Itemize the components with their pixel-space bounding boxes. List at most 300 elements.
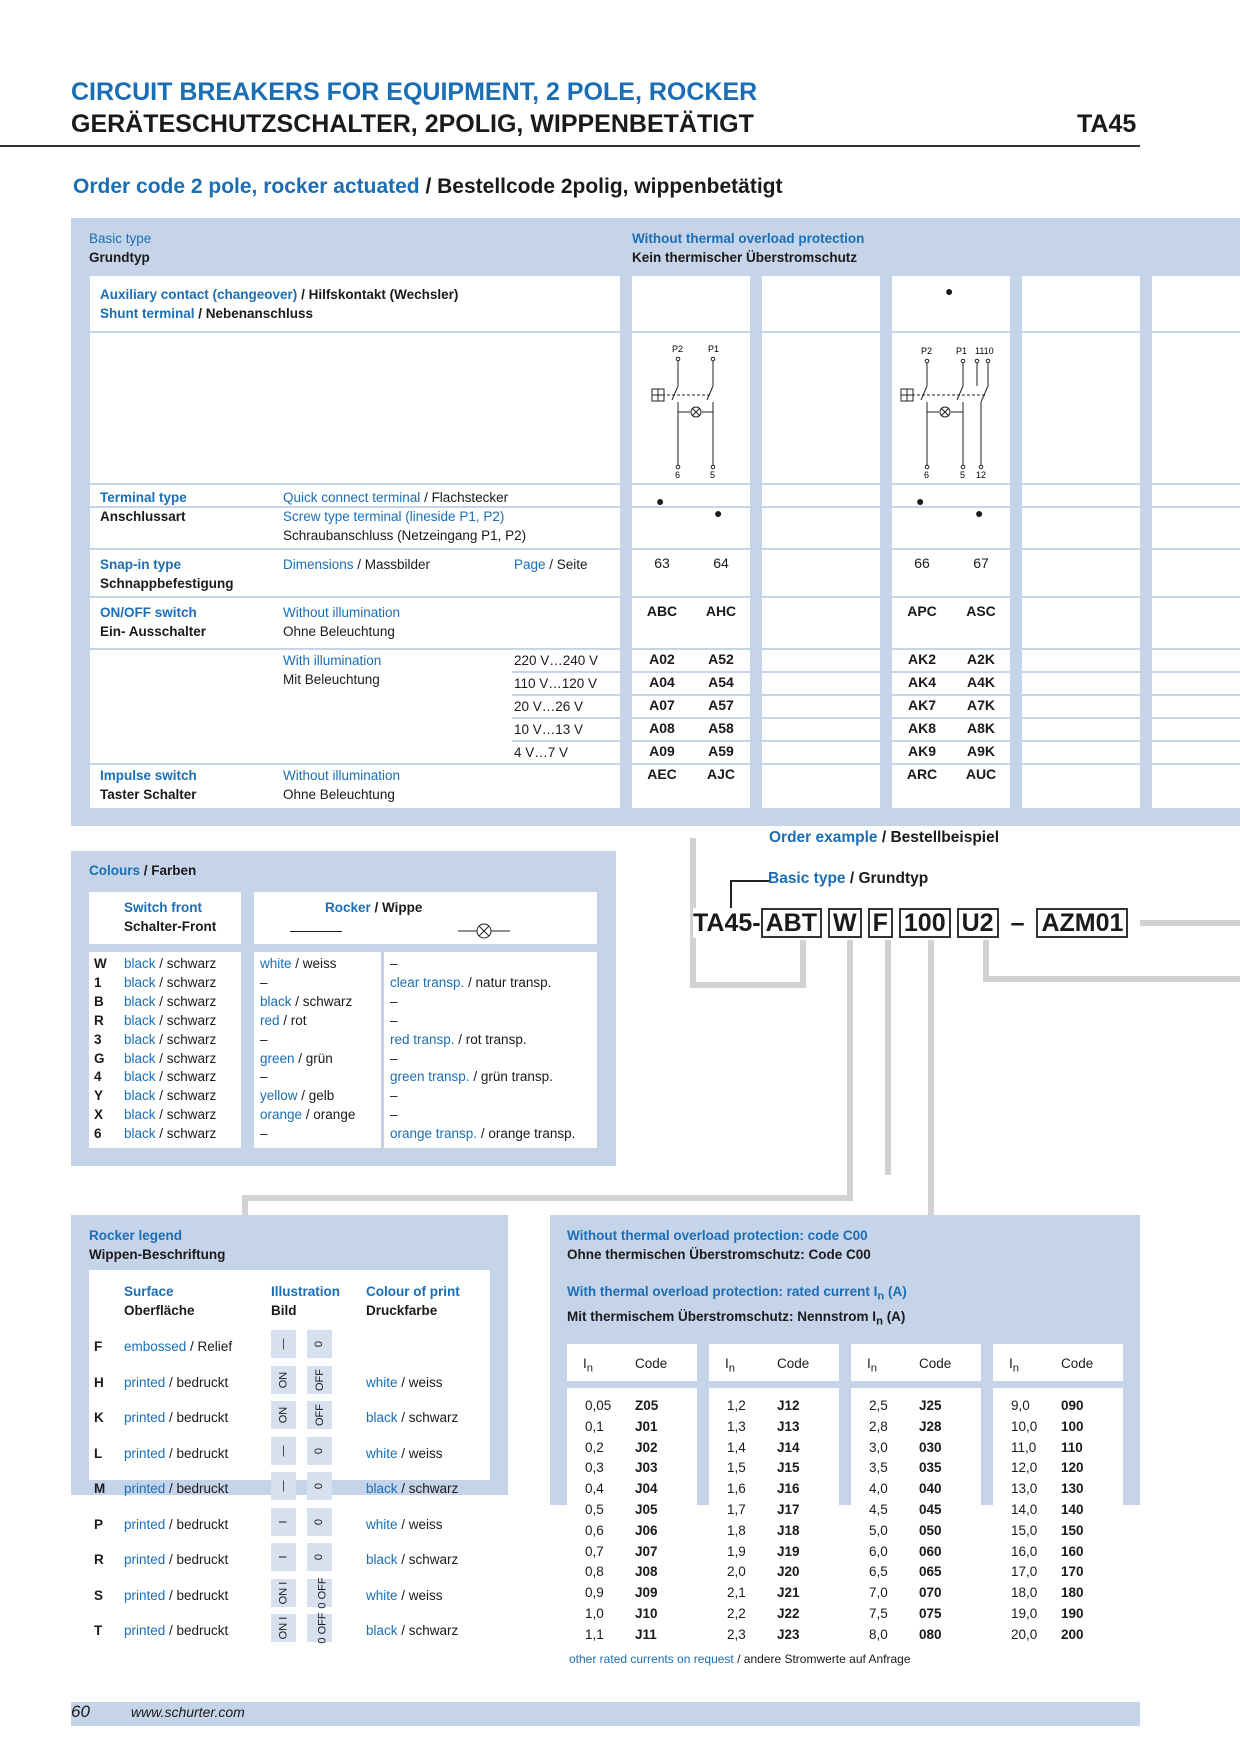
current-code: 065 bbox=[919, 1564, 942, 1580]
sep bbox=[90, 763, 1240, 765]
currents-footnote: other rated currents on request / andere Stromwerte auf Anfrage bbox=[569, 1652, 911, 1666]
switch-front-colour: black / schwarz bbox=[124, 1107, 217, 1123]
rated-current: 3,0 bbox=[869, 1439, 888, 1455]
screw-terminal-label: Screw type terminal (lineside P1, P2) Schraubanschluss (Netzeingang P1, P2) bbox=[283, 509, 527, 543]
sep bbox=[512, 717, 1240, 719]
rocker-illum-colour: clear transp. / natur transp. bbox=[390, 974, 552, 990]
voltage: 110 V…120 V bbox=[514, 676, 598, 691]
switch-front-colour: black / schwarz bbox=[124, 1069, 217, 1085]
terminal-bullet: ● bbox=[656, 493, 665, 509]
legend-surface: printed / bedruckt bbox=[124, 1552, 229, 1567]
code: AHC bbox=[705, 603, 737, 619]
colour-code: G bbox=[94, 1050, 105, 1066]
rocker-colour: white / weiss bbox=[260, 956, 337, 971]
colour-code: R bbox=[94, 1012, 104, 1028]
current-code: J18 bbox=[777, 1522, 800, 1538]
current-code: J20 bbox=[777, 1564, 800, 1580]
current-code: 060 bbox=[919, 1543, 942, 1559]
rated-current: 12,0 bbox=[1011, 1460, 1038, 1476]
rated-current: 11,0 bbox=[1011, 1439, 1037, 1455]
rocker-illum-colour: – bbox=[390, 1050, 398, 1066]
terminal-bullet: ● bbox=[975, 505, 984, 521]
rated-current: 1,3 bbox=[727, 1418, 746, 1434]
code-header: Code bbox=[1061, 1356, 1094, 1371]
current-code: J23 bbox=[777, 1626, 800, 1642]
switch-front-colour: black / schwarz bbox=[124, 1031, 217, 1047]
rocker-mark-off: OFF bbox=[307, 1366, 332, 1394]
code: AK7 bbox=[907, 697, 936, 713]
legend-code: P bbox=[94, 1516, 104, 1532]
legend-surface: printed / bedruckt bbox=[124, 1516, 229, 1532]
order-code-example: TA45- ABT W F 100 U2 – AZM01 bbox=[693, 908, 1134, 938]
switch-front-label: Switch front Schalter-Front bbox=[124, 900, 217, 934]
series-label: TA45 bbox=[1077, 110, 1137, 138]
page-ref: 63 bbox=[654, 555, 670, 571]
current-code: J07 bbox=[635, 1543, 658, 1559]
legend-code: R bbox=[94, 1552, 104, 1567]
legend-print-colour: black / schwarz bbox=[366, 1552, 459, 1567]
sep bbox=[90, 331, 1240, 333]
print-colour-header: Colour of print Druckfarbe bbox=[366, 1284, 460, 1318]
quick-connect-label: Quick connect terminal / Flachstecker bbox=[283, 490, 509, 505]
current-code: 100 bbox=[1061, 1418, 1084, 1434]
current-code: J17 bbox=[777, 1502, 800, 1517]
sep bbox=[512, 740, 1240, 742]
sep bbox=[90, 548, 1240, 550]
current-code: J14 bbox=[777, 1439, 800, 1455]
colour-code: 1 bbox=[94, 974, 102, 990]
current-code: J05 bbox=[635, 1502, 658, 1517]
current-code: J04 bbox=[635, 1481, 658, 1497]
col-box-5 bbox=[1152, 276, 1240, 808]
connector bbox=[983, 976, 1240, 982]
rated-current: 4,5 bbox=[869, 1502, 888, 1517]
legend-surface: printed / bedruckt bbox=[124, 1481, 229, 1496]
order-basic-type-label: Basic type / Grundtyp bbox=[768, 870, 929, 887]
voltage: 220 V…240 V bbox=[514, 653, 599, 668]
legend-surface: printed / bedruckt bbox=[124, 1374, 229, 1390]
col-box-2 bbox=[762, 276, 880, 808]
order-example-title: Order example / Bestellbeispiel bbox=[769, 829, 1000, 846]
rated-current: 16,0 bbox=[1011, 1543, 1038, 1559]
current-code: J08 bbox=[635, 1564, 658, 1580]
sep bbox=[90, 483, 1240, 485]
rocker-mark-on: ON bbox=[271, 1401, 296, 1429]
legend-surface: printed / bedruckt bbox=[124, 1410, 229, 1425]
current-code: 070 bbox=[919, 1585, 942, 1601]
rocker-colour: orange / orange bbox=[260, 1107, 356, 1123]
connector bbox=[800, 940, 806, 988]
code: A58 bbox=[708, 720, 734, 736]
rocker-header-box bbox=[254, 892, 597, 944]
rocker-colour: – bbox=[260, 1031, 268, 1047]
rocker-colour: – bbox=[260, 1069, 268, 1085]
sep bbox=[90, 596, 1240, 598]
current-code: J19 bbox=[777, 1543, 800, 1559]
rocker-mark-on: — bbox=[271, 1472, 296, 1500]
current-code: J16 bbox=[777, 1481, 800, 1497]
aux-bullet: ● bbox=[945, 283, 954, 299]
rated-current: 0,6 bbox=[585, 1522, 604, 1538]
rocker-mark-off: 0 bbox=[307, 1508, 332, 1536]
connector bbox=[242, 1195, 853, 1201]
rocker-label: Rocker / Wippe bbox=[325, 900, 423, 915]
code: ARC bbox=[906, 766, 938, 782]
voltage: 10 V…13 V bbox=[514, 722, 584, 737]
current-code: 040 bbox=[919, 1481, 942, 1497]
code: ASC bbox=[966, 603, 996, 619]
rated-current: 6,0 bbox=[869, 1543, 888, 1559]
code: A2K bbox=[966, 651, 995, 667]
legend-code: L bbox=[94, 1445, 103, 1461]
switch-front-colour: black / schwarz bbox=[124, 1088, 217, 1104]
rated-current: 5,0 bbox=[869, 1522, 888, 1538]
snap-in-label: Snap-in type Schnappbefestigung bbox=[100, 557, 234, 591]
rated-current: 0,05 bbox=[585, 1398, 612, 1413]
circuit-diagram-2pole bbox=[645, 340, 725, 480]
colours-title: Colours / Farben bbox=[89, 863, 197, 878]
rocker-colour: – bbox=[260, 974, 268, 990]
current-code: Z05 bbox=[635, 1398, 659, 1413]
code: AK9 bbox=[907, 743, 936, 759]
sep bbox=[512, 671, 1240, 673]
current-code: J12 bbox=[777, 1398, 800, 1413]
diag2-5: 5 bbox=[960, 470, 966, 480]
rated-current: 7,0 bbox=[869, 1585, 888, 1601]
legend-surface: printed / bedruckt bbox=[124, 1445, 229, 1461]
rocker-mark-on: — bbox=[271, 1437, 296, 1465]
legend-print-colour: white / weiss bbox=[366, 1445, 443, 1461]
basic-type-bracket bbox=[730, 880, 770, 910]
rocker-colour: black / schwarz bbox=[260, 993, 353, 1009]
rated-current: 9,0 bbox=[1011, 1398, 1030, 1413]
legend-print-colour: black / schwarz bbox=[366, 1410, 459, 1425]
legend-print-colour: white / weiss bbox=[366, 1374, 443, 1390]
code: A4K bbox=[966, 674, 995, 690]
diag1-p1: P1 bbox=[708, 344, 720, 354]
rocker-mark-off: 0 bbox=[307, 1472, 332, 1500]
current-code: J28 bbox=[919, 1418, 942, 1434]
illustration-header: Illustration Bild bbox=[271, 1284, 341, 1318]
code: AK4 bbox=[907, 674, 936, 690]
rocker-mark-on: I bbox=[271, 1508, 296, 1536]
legend-print-colour: white / weiss bbox=[366, 1587, 443, 1603]
rocker-illum-colour: – bbox=[390, 956, 398, 971]
code: A54 bbox=[708, 674, 734, 690]
code: A7K bbox=[966, 697, 995, 713]
current-code: J01 bbox=[635, 1418, 658, 1434]
rocker-illum-colour: – bbox=[390, 1012, 398, 1028]
connector bbox=[847, 940, 853, 1195]
terminal-type-label: Terminal type Anschlussart bbox=[100, 490, 187, 524]
rated-current: 1,7 bbox=[727, 1502, 746, 1517]
code-header: Code bbox=[777, 1356, 810, 1371]
rated-current: 20,0 bbox=[1011, 1626, 1038, 1642]
c00-label: Without thermal overload protection: code C00 Ohne thermischen Überstromschutz: Code C00 bbox=[567, 1228, 871, 1262]
basic-type-label: Basic type Grundtyp bbox=[89, 231, 152, 265]
code: AK8 bbox=[907, 720, 936, 736]
rated-current: 8,0 bbox=[869, 1626, 888, 1642]
website-url: www.schurter.com bbox=[131, 1704, 245, 1720]
impulse-illum-label: Without illumination Ohne Beleuchtung bbox=[283, 768, 401, 802]
header-rule bbox=[0, 145, 1140, 147]
rated-current: 0,7 bbox=[585, 1543, 604, 1559]
connector bbox=[690, 982, 806, 988]
current-code: 035 bbox=[919, 1460, 942, 1476]
colour-code: B bbox=[94, 993, 104, 1009]
current-code: J22 bbox=[777, 1606, 800, 1621]
legend-title: Rocker legend Wippen-Beschriftung bbox=[89, 1228, 226, 1262]
legend-code: S bbox=[94, 1587, 104, 1603]
rated-current: 17,0 bbox=[1011, 1564, 1038, 1580]
switch-front-colour: black / schwarz bbox=[124, 974, 217, 990]
rocker-illum-colour: red transp. / rot transp. bbox=[390, 1031, 527, 1047]
rocker-mark-on: ON I bbox=[271, 1614, 296, 1642]
legend-code: H bbox=[94, 1374, 104, 1390]
diag1-p2: P2 bbox=[672, 344, 684, 354]
code: A59 bbox=[708, 743, 734, 759]
current-code: 050 bbox=[919, 1522, 942, 1538]
rated-current: 10,0 bbox=[1011, 1418, 1038, 1434]
rocker-mark-on: ON bbox=[271, 1366, 296, 1394]
rated-current: 2,1 bbox=[727, 1585, 746, 1601]
code-header: Code bbox=[635, 1356, 668, 1371]
current-code: 160 bbox=[1061, 1543, 1084, 1559]
rated-current: 2,2 bbox=[727, 1606, 746, 1621]
rated-current: 0,8 bbox=[585, 1564, 604, 1580]
colour-code: W bbox=[94, 956, 107, 971]
rocker-mark-on: — bbox=[271, 1330, 296, 1358]
legend-print-colour: white / weiss bbox=[366, 1516, 443, 1532]
code: A07 bbox=[649, 697, 675, 713]
rocker-illum-colour: green transp. / grün transp. bbox=[390, 1069, 553, 1085]
rated-current: 1,6 bbox=[727, 1481, 746, 1497]
rated-current: 2,8 bbox=[869, 1418, 888, 1434]
current-code: J10 bbox=[635, 1606, 658, 1621]
diag2-6: 6 bbox=[924, 470, 930, 480]
rated-current: 4,0 bbox=[869, 1481, 888, 1497]
switch-front-colour: black / schwarz bbox=[124, 1050, 217, 1066]
rocker-mark-off: OFF bbox=[307, 1401, 332, 1429]
current-code: 030 bbox=[919, 1439, 942, 1455]
current-code: J06 bbox=[635, 1522, 658, 1538]
diag2-1110: 1110 bbox=[975, 346, 994, 356]
diag2-12: 12 bbox=[976, 470, 987, 480]
current-code: J11 bbox=[635, 1626, 657, 1642]
rated-current: 6,5 bbox=[869, 1564, 888, 1580]
rocker-mark-off: 0 OFF bbox=[307, 1579, 332, 1607]
diag2-p1: P1 bbox=[956, 346, 968, 356]
surface-header: Surface Oberfläche bbox=[124, 1284, 195, 1318]
rocker-mark-off: 0 bbox=[307, 1437, 332, 1465]
current-code: 180 bbox=[1061, 1585, 1084, 1601]
rated-current: 1,9 bbox=[727, 1543, 746, 1559]
rated-current: 2,3 bbox=[727, 1626, 746, 1642]
colour-code: 4 bbox=[94, 1069, 102, 1085]
in-header: $I_n$ bbox=[583, 1356, 594, 1375]
code: A9K bbox=[966, 743, 995, 759]
colour-code: 3 bbox=[94, 1031, 102, 1047]
rocker-illum-colour: orange transp. / orange transp. bbox=[390, 1126, 576, 1142]
rocker-mark-on: I bbox=[271, 1543, 296, 1571]
title-en: CIRCUIT BREAKERS FOR EQUIPMENT, 2 POLE, ROCKER bbox=[71, 78, 758, 106]
without-illum-label: Without illumination Ohne Beleuchtung bbox=[283, 605, 401, 639]
sep bbox=[90, 506, 1240, 508]
with-illum-label: With illumination Mit Beleuchtung bbox=[283, 653, 382, 687]
current-code: 190 bbox=[1061, 1606, 1084, 1621]
rocker-mark-off: 0 bbox=[307, 1543, 332, 1571]
rocker-colour: yellow / gelb bbox=[260, 1088, 335, 1104]
legend-code: K bbox=[94, 1410, 104, 1425]
section-title: Order code 2 pole, rocker actuated / Bestellcode 2polig, wippenbetätigt bbox=[73, 175, 783, 198]
rocker-mark-on: ON I bbox=[271, 1579, 296, 1607]
current-code: 110 bbox=[1061, 1439, 1083, 1455]
code: AEC bbox=[647, 766, 677, 782]
current-code: J03 bbox=[635, 1460, 658, 1476]
diag2-p2: P2 bbox=[921, 346, 933, 356]
dimensions-label: Dimensions / Massbilder bbox=[283, 557, 431, 572]
current-code: 200 bbox=[1061, 1626, 1084, 1642]
page-ref: 66 bbox=[914, 555, 930, 571]
code: A04 bbox=[649, 674, 675, 690]
aux-shunt-label: Auxiliary contact (changeover) / Hilfskontakt (Wechsler) Shunt terminal / Nebenanschluss bbox=[100, 287, 459, 321]
switch-front-colour: black / schwarz bbox=[124, 1012, 217, 1028]
page-number: 60 bbox=[71, 1702, 90, 1721]
current-code: 170 bbox=[1061, 1564, 1084, 1580]
code: A8K bbox=[966, 720, 995, 736]
current-code: 045 bbox=[919, 1502, 942, 1517]
legend-surface: printed / bedruckt bbox=[124, 1623, 229, 1638]
rated-current: 14,0 bbox=[1011, 1502, 1038, 1517]
current-code: J09 bbox=[635, 1585, 658, 1601]
page-ref: 64 bbox=[713, 555, 729, 571]
diag1-5: 5 bbox=[710, 470, 716, 480]
current-code: J21 bbox=[777, 1585, 800, 1601]
sep bbox=[90, 648, 1240, 650]
code: APC bbox=[907, 603, 937, 619]
rated-current: 3,5 bbox=[869, 1460, 888, 1476]
current-code: 080 bbox=[919, 1626, 942, 1642]
onoff-label: ON/OFF switch Ein- Ausschalter bbox=[100, 605, 207, 639]
sep bbox=[512, 694, 1240, 696]
rocker-colour: green / grün bbox=[260, 1050, 333, 1066]
circuit-diagram-2pole-aux bbox=[893, 340, 1003, 480]
code-header: Code bbox=[919, 1356, 952, 1371]
legend-surface: embossed / Relief bbox=[124, 1339, 233, 1354]
current-code: 150 bbox=[1061, 1522, 1084, 1538]
diag1-6: 6 bbox=[675, 470, 681, 480]
terminal-bullet: ● bbox=[714, 505, 723, 521]
current-code: 075 bbox=[919, 1606, 942, 1621]
page-label: Page / Seite bbox=[514, 557, 588, 572]
colour-code: X bbox=[94, 1107, 104, 1123]
page-ref: 67 bbox=[973, 555, 989, 571]
rocker-colour: – bbox=[260, 1126, 268, 1142]
col-box-4 bbox=[1022, 276, 1140, 808]
rated-current: 0,4 bbox=[585, 1481, 604, 1497]
connector bbox=[928, 940, 934, 1215]
rated-current: 7,5 bbox=[869, 1606, 888, 1621]
current-code: 140 bbox=[1061, 1502, 1084, 1517]
rated-current: 18,0 bbox=[1011, 1585, 1038, 1601]
code: A52 bbox=[708, 651, 734, 667]
rocker-mark-off: 0 OFF bbox=[307, 1614, 332, 1642]
rated-current: 1,0 bbox=[585, 1606, 604, 1621]
code: AK2 bbox=[907, 651, 936, 667]
title-de: GERÄTESCHUTZSCHALTER, 2POLIG, WIPPENBETÄTIGT bbox=[71, 110, 754, 138]
in-header: $I_n$ bbox=[1009, 1356, 1020, 1375]
rated-current: 1,4 bbox=[727, 1439, 746, 1455]
legend-code: M bbox=[94, 1481, 106, 1496]
rocker-illum-colour: – bbox=[390, 993, 398, 1009]
rated-current-label: With thermal overload protection: rated current $I_n$ (A) Mit thermischem Überstromschutz: Nennstrom $I_n$ (A) bbox=[567, 1284, 907, 1328]
rated-current: 0,9 bbox=[585, 1585, 604, 1601]
voltage: 20 V…26 V bbox=[514, 699, 584, 714]
colour-code: 6 bbox=[94, 1126, 102, 1142]
rated-current: 13,0 bbox=[1011, 1481, 1038, 1497]
code: A09 bbox=[649, 743, 675, 759]
rated-current: 1,8 bbox=[727, 1522, 746, 1538]
rated-current: 2,0 bbox=[727, 1564, 746, 1580]
current-code: J25 bbox=[919, 1398, 942, 1413]
switch-front-colour: black / schwarz bbox=[124, 956, 217, 971]
legend-code: T bbox=[94, 1623, 103, 1638]
rated-current: 0,3 bbox=[585, 1460, 604, 1476]
code: AJC bbox=[706, 766, 735, 782]
legend-print-colour: black / schwarz bbox=[366, 1623, 459, 1638]
connector bbox=[885, 940, 891, 1175]
rated-current: 1,2 bbox=[727, 1398, 746, 1413]
no-overload-label: Without thermal overload protection Kein thermischer Überstromschutz bbox=[632, 231, 865, 265]
rated-current: 1,1 bbox=[585, 1626, 604, 1642]
legend-print-colour: black / schwarz bbox=[366, 1481, 459, 1496]
rated-current: 0,2 bbox=[585, 1439, 604, 1455]
rocker-colour: red / rot bbox=[260, 1012, 307, 1028]
code: A08 bbox=[649, 720, 675, 736]
code: A02 bbox=[649, 651, 675, 667]
in-header: $I_n$ bbox=[867, 1356, 878, 1375]
rocker-illum-colour: – bbox=[390, 1088, 398, 1104]
rated-current: 1,5 bbox=[727, 1460, 746, 1476]
voltage: 4 V…7 V bbox=[514, 745, 569, 760]
current-code: J15 bbox=[777, 1460, 800, 1476]
current-code: 120 bbox=[1061, 1460, 1084, 1476]
legend-surface: printed / bedruckt bbox=[124, 1587, 229, 1603]
switch-front-colour: black / schwarz bbox=[124, 1126, 217, 1142]
legend-code: F bbox=[94, 1339, 103, 1354]
current-code: J13 bbox=[777, 1418, 800, 1434]
terminal-bullet: ● bbox=[916, 493, 925, 509]
switch-front-colour: black / schwarz bbox=[124, 993, 217, 1009]
colour-code: Y bbox=[94, 1088, 104, 1104]
connector bbox=[1140, 920, 1240, 926]
rated-current: 0,1 bbox=[585, 1418, 604, 1434]
connector bbox=[242, 1195, 248, 1215]
rated-current: 0,5 bbox=[585, 1502, 604, 1517]
current-code: J02 bbox=[635, 1439, 658, 1455]
rocker-mark-off: 0 bbox=[307, 1330, 332, 1358]
current-code: 090 bbox=[1061, 1398, 1084, 1413]
in-header: $I_n$ bbox=[725, 1356, 736, 1375]
rated-current: 15,0 bbox=[1011, 1522, 1038, 1538]
rated-current: 2,5 bbox=[869, 1398, 888, 1413]
rocker-illuminated-icon bbox=[458, 923, 510, 939]
rated-current: 19,0 bbox=[1011, 1606, 1038, 1621]
current-code: 130 bbox=[1061, 1481, 1084, 1497]
code: A57 bbox=[708, 697, 734, 713]
rocker-plain-icon bbox=[290, 931, 342, 932]
impulse-label: Impulse switch Taster Schalter bbox=[100, 768, 197, 802]
